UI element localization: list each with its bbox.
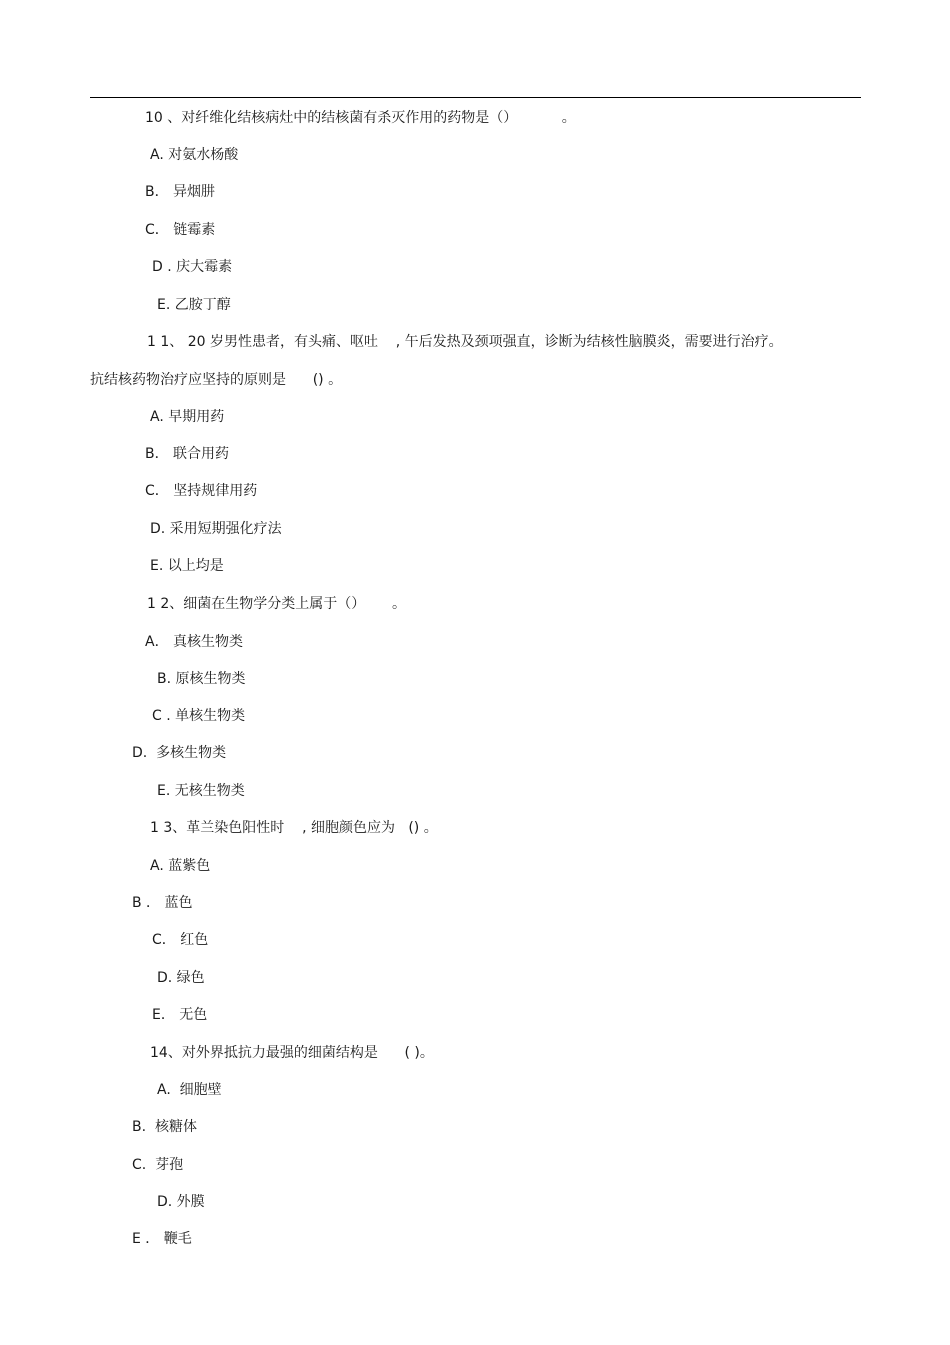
- option-a: A. 细胞壁: [157, 1082, 222, 1098]
- option-c: C． 坚持规律用药: [145, 483, 258, 499]
- option-d: D . 庆大霉素: [152, 259, 233, 275]
- option-a: A. 对氨水杨酸: [150, 147, 239, 163]
- option-d: D. 绿色: [157, 970, 205, 986]
- option-c: C. 芽孢: [132, 1157, 184, 1173]
- option-b: B． 异烟肼: [145, 184, 216, 200]
- option-d: D. 采用短期强化疗法: [150, 521, 282, 537]
- option-d: D. 外膜: [157, 1194, 205, 1210]
- option-a: A. 早期用药: [150, 409, 225, 425]
- question-12: 1 2、细菌在生物学分类上属于（） 。: [147, 596, 406, 612]
- option-b: B ． 蓝色: [132, 895, 193, 911]
- option-e: E. 乙胺丁醇: [157, 297, 231, 313]
- option-e: E. 无核生物类: [157, 783, 245, 799]
- option-b: B. 核糖体: [132, 1119, 197, 1135]
- option-e: E． 无色: [152, 1007, 208, 1023]
- question-13: 1 3、革兰染色阳性时 , 细胞颜色应为 () 。: [150, 820, 438, 836]
- option-e: E ． 鞭毛: [132, 1231, 192, 1247]
- option-d: D. 多核生物类: [132, 745, 227, 761]
- option-c: C . 单核生物类: [152, 708, 246, 724]
- option-a: A. 蓝紫色: [150, 858, 211, 874]
- header-rule: [90, 97, 861, 98]
- option-c: C． 红色: [152, 932, 209, 948]
- option-e: E. 以上均是: [150, 558, 224, 574]
- question-11: 1 1、 20 岁男性患者，有头痛、呕吐 , 午后发热及颈项强直，诊断为结核性脑膜炎，需要进行治疗。: [147, 334, 783, 350]
- question-11-continued: 抗结核药物治疗应坚持的原则是 () 。: [90, 372, 343, 388]
- option-b: B． 联合用药: [145, 446, 230, 462]
- question-10: 10 、对纤维化结核病灶中的结核菌有杀灭作用的药物是（） 。: [145, 110, 576, 126]
- option-a: A． 真核生物类: [145, 634, 244, 650]
- option-c: C． 链霉素: [145, 222, 216, 238]
- option-b: B. 原核生物类: [157, 671, 246, 687]
- question-14: 14、对外界抵抗力最强的细菌结构是 ( )。: [150, 1045, 434, 1061]
